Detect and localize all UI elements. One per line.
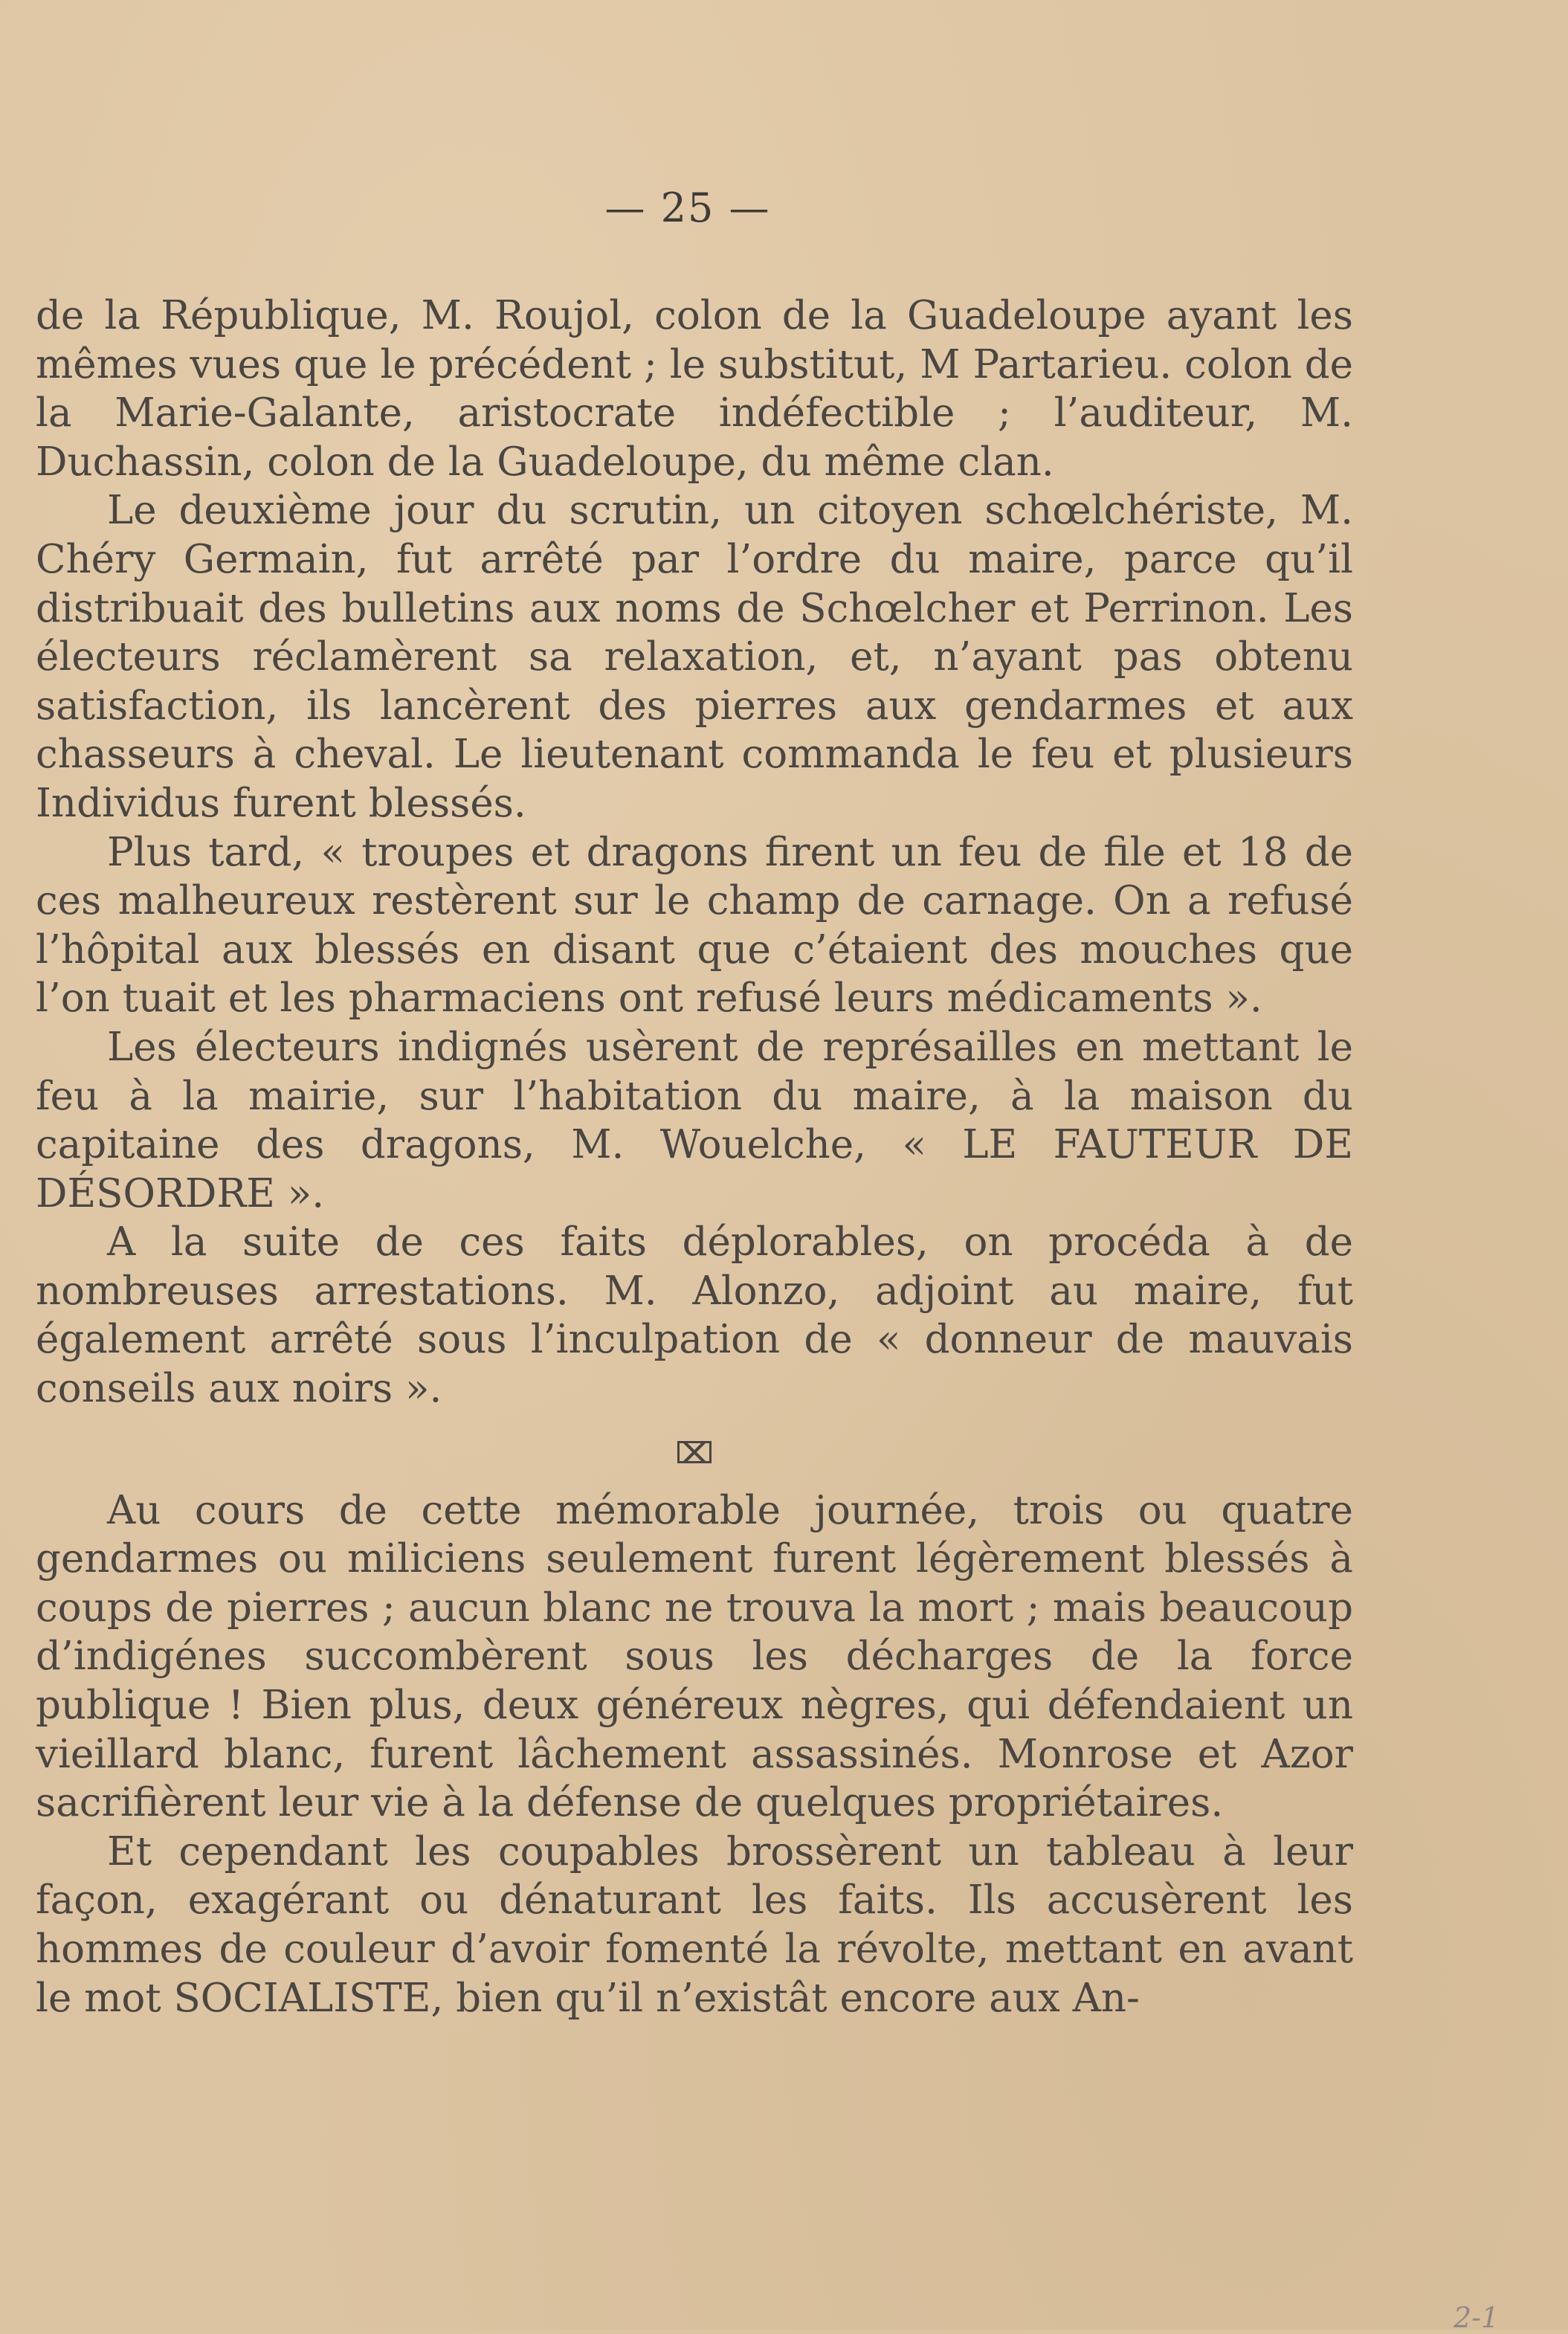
paragraph-6: Au cours de cette mémorable journée, trois ou quatre gendarmes ou miliciens seulement furent légèrement blessés à coups de pierres ; aucun blanc ne trouva la mort ; mais beaucoup d’indigénes succombèrent sous les décharges de la force publique ! Bien plus, deux généreux nègres, qui défendaient un vieillard blanc, furent lâchement assassinés. Monrose et Azor sacrifièrent leur vie à la défense de quelques propriétaires. <box>36 1487 1353 1826</box>
paragraph-7: Et cependant les coupables brossèrent un tableau à leur façon, exagérant ou dénaturant les faits. Ils accusèrent les hommes de couleur d’avoir fomenté la révolte, mettant en avant le mot SOCIALISTE, bien qu’il n’existât encore aux An- <box>36 1828 1353 2021</box>
section-separator <box>36 1413 1353 1486</box>
body-text <box>36 291 1353 2022</box>
paragraph-5: A la suite de ces faits déplorables, on procéda à de nombreuses arrestations. M. Alonzo, adjoint au maire, fut également arrêté sous l’inculpation de « donneur de mauvais conseils aux noirs ». <box>36 1219 1353 1412</box>
paragraph-1: de la République, M. Roujol, colon de la Guadeloupe ayant les mêmes vues que le précédent ; le substitut, M Partarieu. colon de la Marie-Galante, aristocrate indéfectible ; l’auditeur, M. Duchassin, colon de la Guadeloupe, du même clan. <box>36 293 1353 485</box>
paragraph-3: Plus tard, « troupes et dragons firent un feu de file et 18 de ces malheureux restèrent sur le champ de carnage. On a refusé l’hôpital aux blessés en disant que c’étaient des mouches que l’on tuait et les pharmaciens ont refusé leurs médicaments ». <box>36 829 1353 1022</box>
paragraph-4: Les électeurs indignés usèrent de représailles en mettant le feu à la mairie, sur l’habitation du maire, à la maison du capitaine des dragons, M. Wouelche, « LE FAUTEUR DE DÉSORDRE ». <box>36 1024 1353 1216</box>
page-number: — 25 — <box>604 184 771 231</box>
paragraph-2: Le deuxième jour du scrutin, un citoyen schœlchériste, M. Chéry Germain, fut arrêté par l’ordre du maire, parce qu’il distribuait des bulletins aux noms de Schœlcher et Perrinon. Les électeurs réclamèrent sa relaxation, et, n’ayant pas obtenu satisfaction, ils lancèrent des pierres aux gendarmes et aux chasseurs à cheval. Le lieutenant commanda le feu et plusieurs Individus furent blessés. <box>36 488 1353 826</box>
ornament-icon <box>677 1441 712 1463</box>
handwritten-note: 2-1 <box>1454 2301 1500 2334</box>
